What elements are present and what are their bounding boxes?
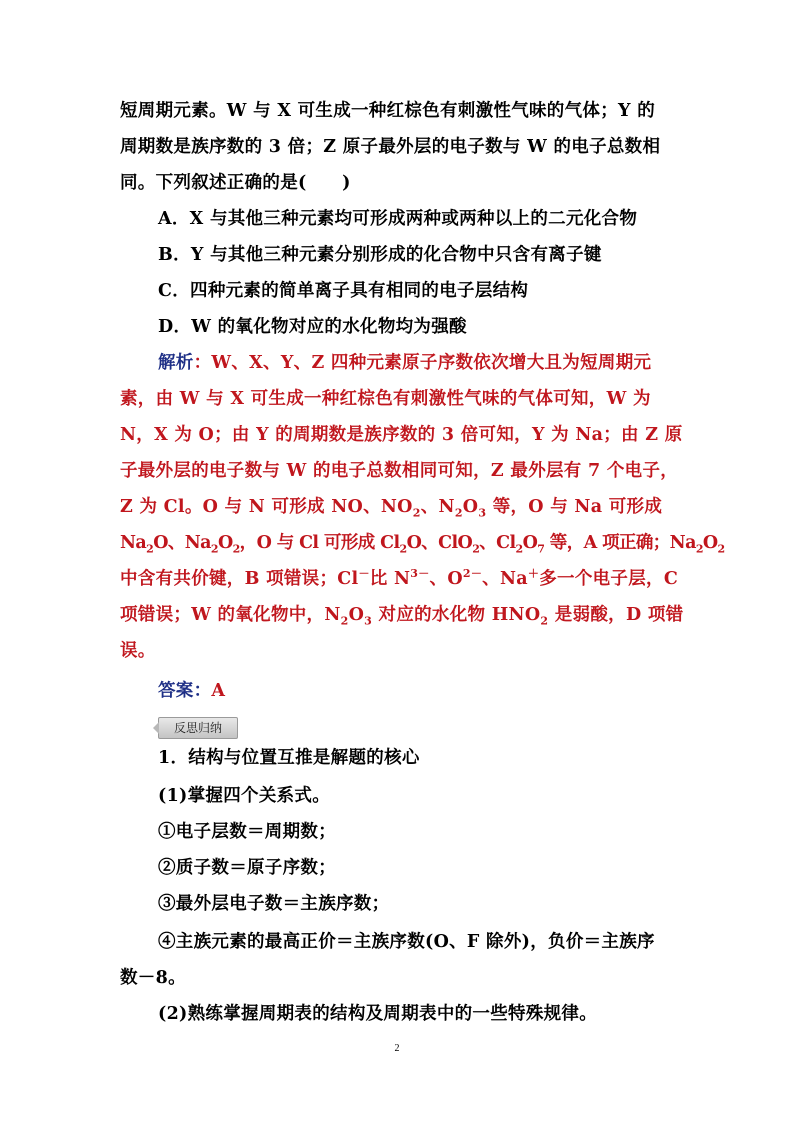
reflection-line-4: ③最外层电子数＝主族序数； <box>158 894 390 914</box>
analysis-line-5: Z 为 Cl。O 与 N 可形成 NO、$NO_2$、$N_2O_3$ 等，O 与 Na 可形成 <box>120 497 663 520</box>
analysis-line-7: 中含有共价键，B 项错误；Cl－比 $N^{3-}$、$O^{2-}$、Na＋多一个电子层，C <box>120 567 679 589</box>
analysis-line-9: 误。 <box>120 641 156 661</box>
reflection-line-2: ①电子层数＝周期数； <box>158 822 336 842</box>
page-number: 2 <box>394 1043 400 1054</box>
analysis-line-2: 素，由 W 与 X 可生成一种红棕色有刺激性气味的气体可知，W 为 <box>120 389 651 409</box>
reflection-line-5: ④主族元素的最高正价＝主族序数(O、F 除外)，负价＝主族序 <box>158 932 655 952</box>
option-b: B．Y 与其他三种元素分别形成的化合物中只含有离子键 <box>158 245 602 265</box>
option-c: C．四种元素的简单离子具有相同的电子层结构 <box>158 281 529 301</box>
analysis-line-3: N，X 为 O；由 Y 的周期数是族序数的 3 倍可知，Y 为 Na；由 Z 原 <box>120 425 683 445</box>
analysis-line-6: $Na_2O$、$Na_2O_2$，O 与 Cl 可形成 $Cl_2O$、ClO$_2$、$Cl_2O_7$ 等，A 项正确；$Na_2O_2$ <box>120 533 725 556</box>
analysis-line-4: 子最外层的电子数与 W 的电子总数相同可知，Z 最外层有 7 个电子， <box>120 461 679 481</box>
question-stem-line-1: 短周期元素。W 与 X 可生成一种红棕色有刺激性气味的气体；Y 的 <box>120 101 655 121</box>
answer-line: 答案：A <box>158 681 226 701</box>
option-a: A．X 与其他三种元素均可形成两种或两种以上的二元化合物 <box>158 209 638 229</box>
question-stem-line-3: 同。下列叙述正确的是( ) <box>120 173 351 193</box>
analysis-label: 解析 <box>158 353 194 373</box>
reflection-line-3: ②质子数＝原子序数； <box>158 858 336 878</box>
question-stem-line-2: 周期数是族序数的 3 倍；Z 原子最外层的电子数与 W 的电子总数相 <box>120 137 661 157</box>
reflection-tag: 反思归纳 <box>158 717 238 739</box>
reflection-heading: 1．结构与位置互推是解题的核心 <box>158 748 420 768</box>
answer-label: 答案 <box>158 681 194 701</box>
reflection-line-6: 数－8。 <box>120 968 186 988</box>
option-d: D．W 的氧化物对应的水化物均为强酸 <box>158 317 467 337</box>
analysis-line-8: 项错误；W 的氧化物中，$N_2O_3$ 对应的水化物 $HNO_2$ 是弱酸，D 项错 <box>120 605 684 628</box>
reflection-line-7: (2)熟练掌握周期表的结构及周期表中的一些特殊规律。 <box>158 1004 598 1024</box>
reflection-line-1: (1)掌握四个关系式。 <box>158 786 331 806</box>
analysis-line-1: 解析：W、X、Y、Z 四种元素原子序数依次增大且为短周期元 <box>158 353 652 373</box>
answer-value: A <box>211 681 226 701</box>
